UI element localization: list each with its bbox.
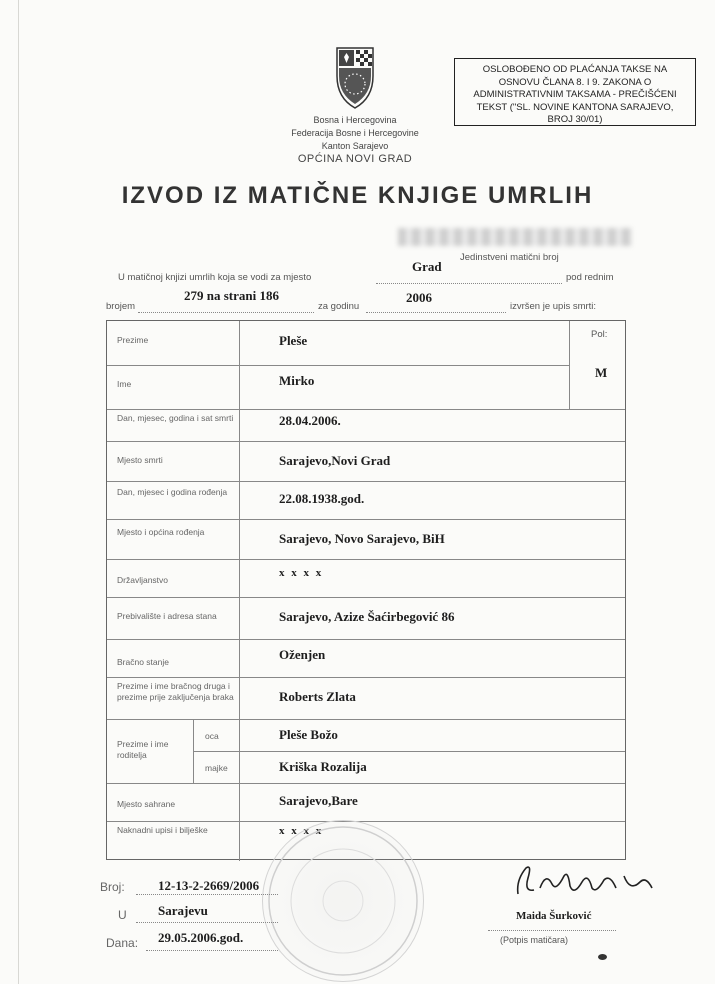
footer-place-value: Sarajevu (158, 903, 208, 918)
issuer-federation: Federacija Bosne i Hercegovine (291, 128, 419, 138)
death-record-table (106, 320, 626, 860)
registry-year-line (366, 312, 506, 313)
footer-date-label: Dana: (106, 936, 139, 950)
ink-mark (598, 954, 607, 960)
residence-label: Prebivalište i adresa stana (117, 611, 217, 621)
document-title: IZVOD IZ MATIČNE KNJIGE UMRLIH (121, 182, 594, 209)
jmb-label: Jedinstveni matični broj (460, 252, 559, 263)
birth-place-label: Mjesto i općina rođenja (117, 527, 205, 537)
death-place-label: Mjesto smrti (117, 455, 163, 465)
marital-status-label: Bračno stanje (117, 657, 169, 667)
issuer-country: Bosna i Hercegovina (313, 115, 397, 125)
registry-line1-prefix: U matičnoj knjizi umrlih koja se vodi za mjesto (118, 272, 312, 283)
row-divider (107, 783, 625, 784)
parents-label: Prezime i ime roditelja (117, 739, 169, 760)
death-place-value: Sarajevo,Novi Grad (279, 453, 391, 468)
label-column-divider (239, 321, 240, 861)
registry-number-line (138, 312, 314, 313)
coat-of-arms-emblem (334, 46, 376, 110)
sex-value: M (595, 365, 608, 380)
row-divider (107, 677, 625, 678)
birth-date-value: 22.08.1938.god. (279, 491, 365, 506)
footer-number-label: Broj: (100, 880, 125, 894)
row-divider (107, 821, 625, 822)
issuer-block (240, 114, 470, 166)
registrar-name: Maida Šurković (516, 910, 592, 922)
official-seal (262, 820, 424, 982)
registry-year: 2006 (406, 290, 432, 305)
spouse-value: Roberts Zlata (279, 689, 356, 704)
registry-place-line (376, 283, 562, 284)
burial-label: Mjesto sahrane (117, 799, 176, 809)
notes-label: Naknadni upisi i bilješke (117, 825, 208, 835)
registry-line2-mid: za godinu (318, 301, 360, 312)
registry-line2-suffix: izvršen je upis smrti: (510, 301, 597, 312)
row-divider (107, 719, 625, 720)
citizenship-label: Državljanstvo (117, 575, 169, 585)
issuer-canton: Kanton Sarajevo (321, 141, 389, 151)
page-edge (18, 0, 19, 984)
registrar-signature (512, 858, 662, 908)
sex-column-divider (569, 321, 570, 409)
mother-value: Kriška Rozalija (279, 759, 367, 774)
father-label: oca (205, 731, 219, 741)
row-divider (107, 639, 625, 640)
redacted-jmb (398, 228, 632, 246)
footer-place-label: U (118, 908, 127, 922)
row-divider (107, 519, 625, 520)
death-date-label: Dan, mjesec, godina i sat smrti (117, 413, 234, 423)
footer-date-line (146, 950, 278, 951)
death-date-value: 28.04.2006. (279, 413, 341, 428)
notes-value: x x x x (279, 825, 324, 837)
tax-exemption-stamp: OSLOBOĐENO OD PLAĆANJA TAKSE NA OSNOVU ČLANA 8. I 9. ZAKONA O ADMINISTRATIVNIM TAKSAMA - PREČIŠĆENI TEKST ("SL. NOVINE KANTONA SARAJEVO, BROJ 30/01) (454, 58, 696, 126)
signature-label: (Potpis matičara) (500, 935, 569, 945)
mother-label: majke (205, 763, 228, 773)
surname-value: Pleše (279, 333, 308, 348)
registry-line2-prefix: brojem (106, 301, 136, 312)
footer-place-line (136, 922, 278, 923)
row-divider (107, 441, 625, 442)
spouse-label: Prezime i ime bračnog druga i prezime prije zaključenja braka (117, 681, 234, 702)
issuer-municipality: OPĆINA NOVI GRAD (297, 153, 413, 165)
surname-label: Prezime (117, 335, 149, 345)
row-divider (107, 365, 569, 366)
registry-line1-suffix: pod rednim (566, 272, 614, 283)
birth-date-label: Dan, mjesec i godina rođenja (117, 487, 228, 497)
name-value: Mirko (279, 373, 315, 388)
marital-status-value: Oženjen (279, 647, 326, 662)
name-label: Ime (117, 379, 132, 389)
row-divider (107, 409, 625, 410)
residence-value: Sarajevo, Azize Šaćirbegović 86 (279, 609, 455, 624)
footer-date-value: 29.05.2006.god. (158, 930, 244, 945)
row-divider (107, 559, 625, 560)
row-divider (107, 481, 625, 482)
row-divider (193, 751, 625, 752)
father-value: Pleše Božo (279, 727, 338, 742)
registry-place: Grad (412, 259, 442, 274)
burial-value: Sarajevo,Bare (279, 793, 358, 808)
row-divider (107, 597, 625, 598)
birth-place-value: Sarajevo, Novo Sarajevo, BiH (279, 531, 445, 546)
sex-label: Pol: (591, 329, 608, 340)
footer-number-value: 12-13-2-2669/2006 (158, 878, 260, 893)
registry-entry-number: 279 na strani 186 (184, 288, 279, 303)
signature-line (488, 930, 616, 931)
footer-number-line (136, 894, 278, 895)
citizenship-value: x x x x (279, 567, 324, 579)
